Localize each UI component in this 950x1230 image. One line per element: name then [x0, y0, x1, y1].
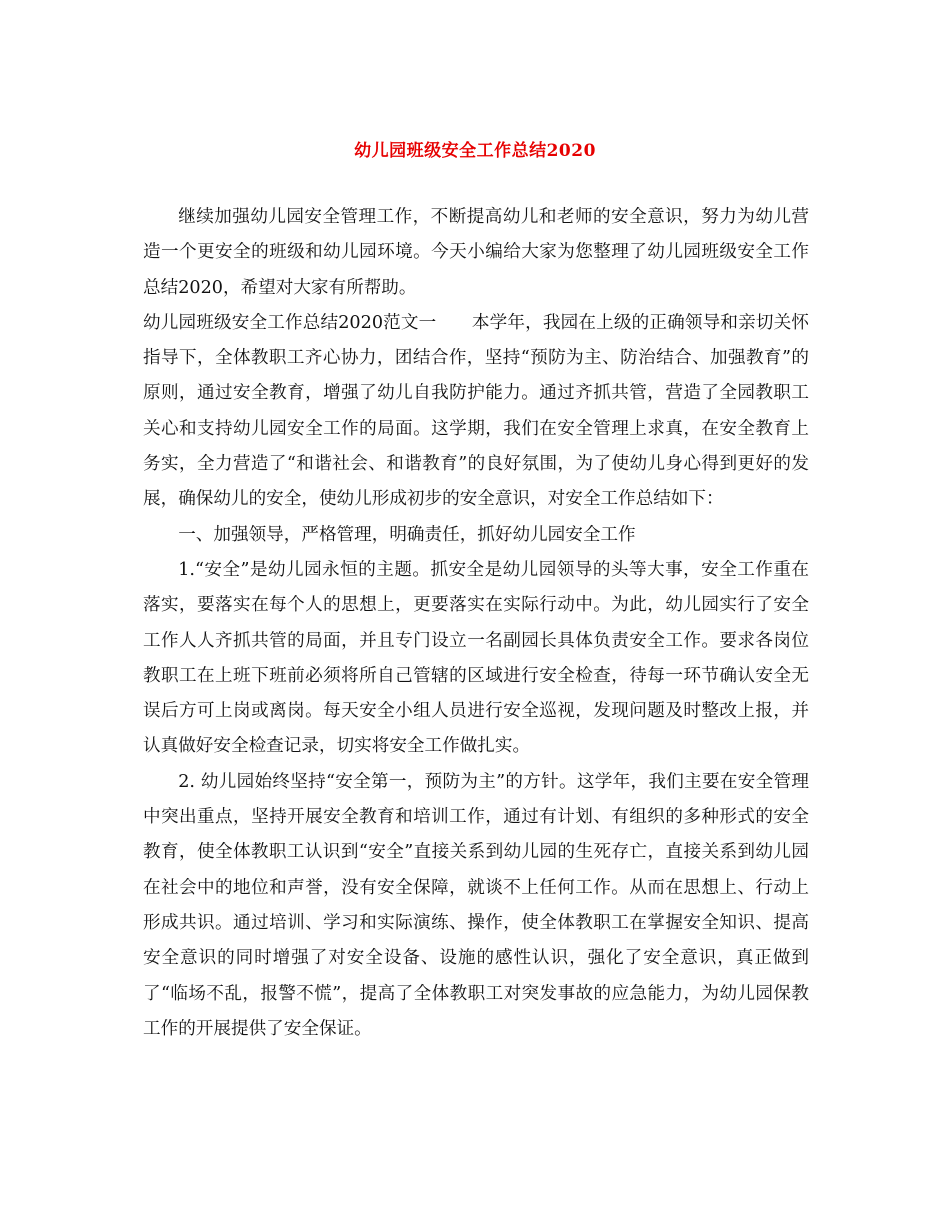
- item-1-paragraph: 1.“安全”是幼儿园永恒的主题。抓安全是幼儿园领导的头等大事，安全工作重在落实，要落实在每个人的思想上，更要落实在实际行动中。为此，幼儿园实行了安全工作人人齐抓共管的局面，并且专门设立一名副园长具体负责安全工作。要求各岗位教职工在上班下班前必须将所自己管辖的区域进行安全检查，待每一环节确认安全无误后方可上岗或离岗。每天安全小组人员进行安全巡视，发现问题及时整改上报，并认真做好安全检查记录，切实将安全工作做扎实。: [143, 559, 809, 757]
- section-heading: 一、加强领导，严格管理，明确责任，抓好幼儿园安全工作: [178, 524, 636, 545]
- item-2-paragraph: 2. 幼儿园始终坚持“安全第一，预防为主”的方针。这学年，我们主要在安全管理中突出重点，坚持开展安全教育和培训工作，通过有计划、有组织的多种形式的安全教育，使全体教职工认识到“安全”直接关系到幼儿园的生死存亡，直接关系到幼儿园在社会中的地位和声誉，没有安全保障，就谈不上任何工作。从而在思想上、行动上形成共识。通过培训、学习和实际演练、操作，使全体教职工在掌握安全知识、提高安全意识的同时增强了对安全设备、设施的感性认识，强化了安全意识，真正做到了“临场不乱，报警不慌”，提高了全体教职工对突发事故的应急能力，为幼儿园保教工作的开展提供了安全保证。: [143, 771, 809, 1039]
- intro-paragraph: 继续加强幼儿园安全管理工作，不断提高幼儿和老师的安全意识，努力为幼儿营造一个更安全的班级和幼儿园环境。今天小编给大家为您整理了幼儿园班级安全工作总结2020，希望对大家有所帮助。: [143, 207, 809, 298]
- sample-paragraph: 幼儿园班级安全工作总结2020范文一 本学年，我园在上级的正确领导和亲切关怀指导下，全体教职工齐心协力，团结合作，坚持“预防为主、防治结合、加强教育”的原则，通过安全教育，增强了幼儿自我防护能力。通过齐抓共管，营造了全园教职工关心和支持幼儿园安全工作的局面。这学期，我们在安全管理上求真，在安全教育上务实，全力营造了“和谐社会、和谐教育”的良好氛围，为了使幼儿身心得到更好的发展，确保幼儿的安全，使幼儿形成初步的安全意识，对安全工作总结如下：: [143, 312, 809, 510]
- document-title: 幼儿园班级安全工作总结2020: [354, 141, 596, 161]
- document-body: [143, 200, 809, 1047]
